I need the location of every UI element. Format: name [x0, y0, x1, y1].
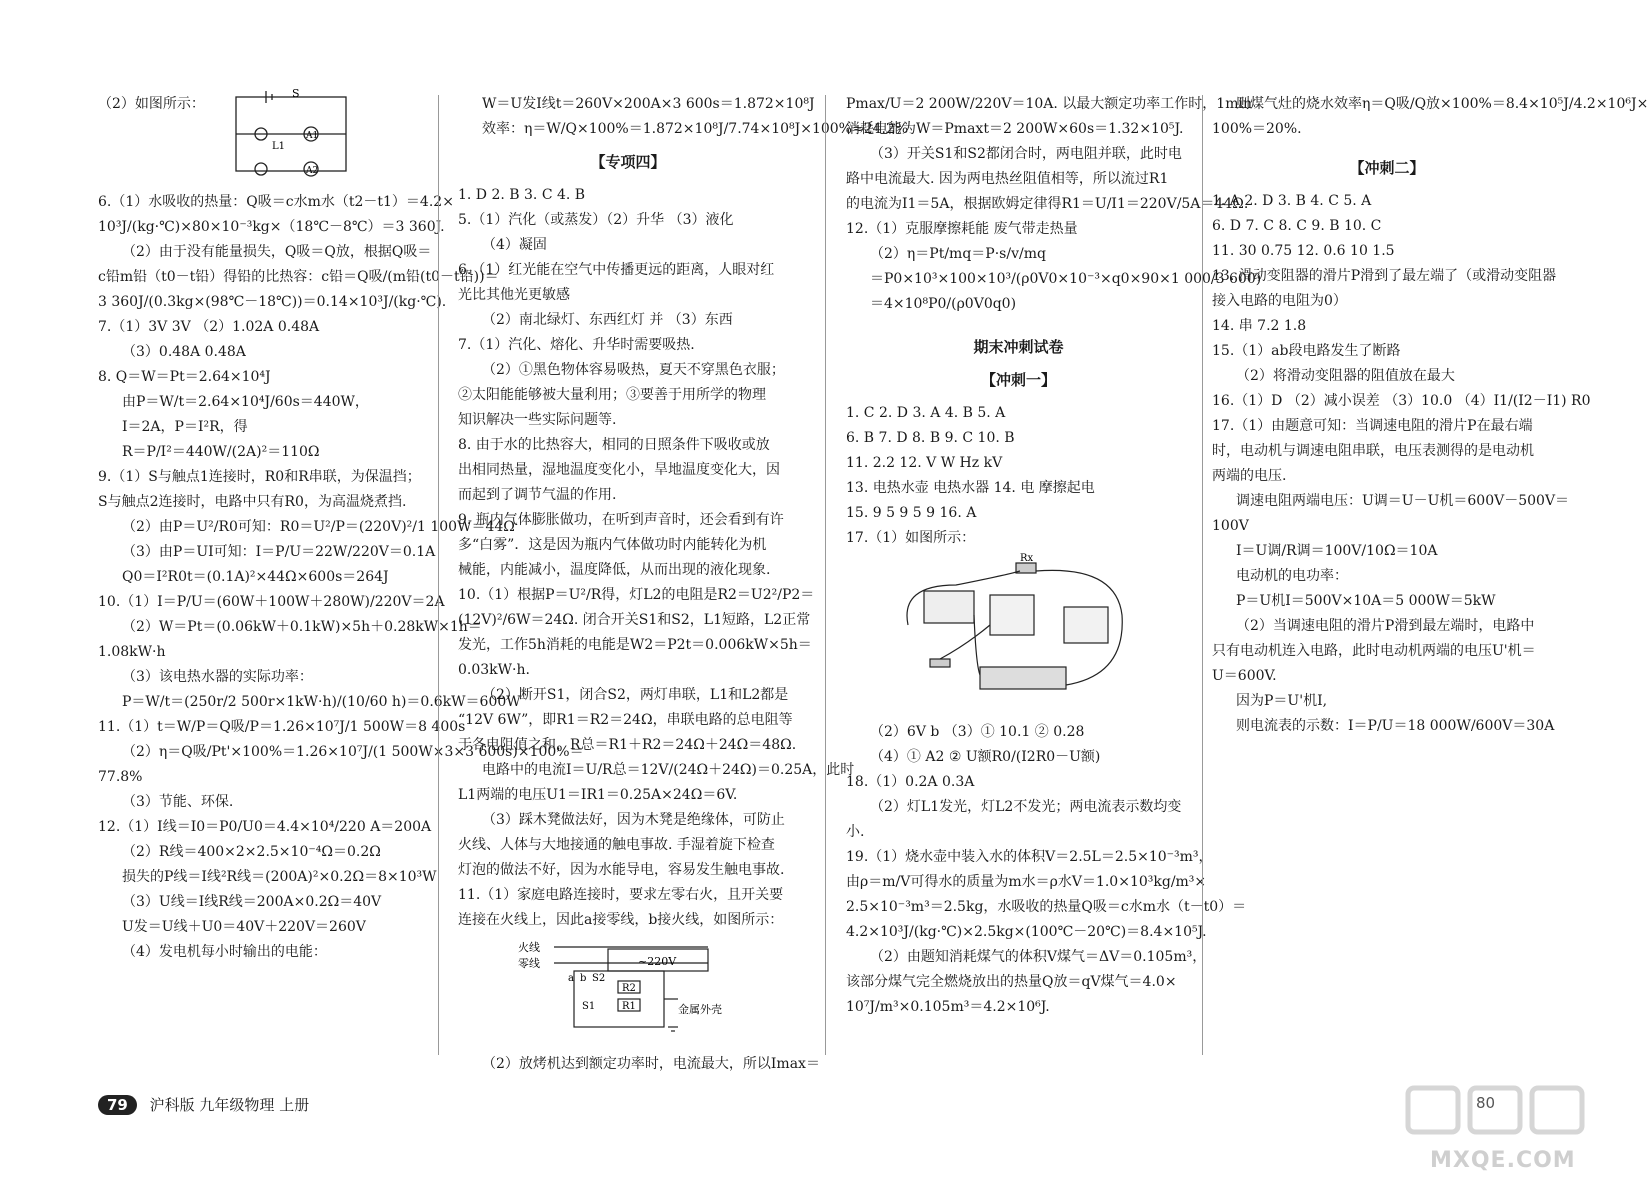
line: （4）凝固	[482, 237, 547, 253]
line: 15.（1）ab段电路发生了断路	[1212, 343, 1401, 359]
line: （3）开关S1和S2都闭合时，两电阻并联，此时电	[870, 146, 1182, 162]
line: （2）R线＝400×2×2.5×10⁻⁴Ω＝0.2Ω	[122, 844, 381, 860]
household-circuit-diagram	[518, 937, 748, 1037]
line: （2）①黑色物体容易吸热，夏天不穿黑色衣服；	[482, 362, 785, 378]
line: Q0＝I²R0t＝(0.1A)²×44Ω×600s＝264J	[122, 569, 389, 585]
line: 灯泡的做法不好，因为水能导电，容易发生触电事故.	[458, 862, 785, 878]
line: 该部分煤气完全燃烧放出的热量Q放＝qV煤气＝4.0×	[846, 974, 1177, 990]
line: 效率：η＝W/Q×100%＝1.872×10⁸J/7.74×10⁸J×100%≈24.2%	[482, 121, 909, 137]
line: （2）放烤机达到额定功率时，电流最大，所以Imax＝	[482, 1056, 820, 1072]
line: （2）η＝Pt/mq＝P·s/v/mq	[870, 246, 1046, 262]
line: （3）U线＝I线R线＝200A×0.2Ω＝40V	[122, 894, 382, 910]
watermark-text: MXQE.COM	[1430, 1148, 1576, 1173]
line: （2）W＝Pt＝(0.06kW＋0.1kW)×5h＋0.28kW×1h＝	[122, 619, 482, 635]
line: 只有电动机连入电路，此时电动机两端的电压U'机＝	[1212, 643, 1536, 659]
line: （2）当调速电阻的滑片P滑到最左端时，电路中	[1236, 618, 1535, 634]
line: “12V 6W”，即R1＝R2＝24Ω，串联电路的总电阻等	[458, 712, 793, 728]
line: 火线、人体与大地接通的触电事故. 手湿着旋下检查	[458, 837, 775, 853]
footer	[98, 1094, 309, 1115]
line: （2）南北绿灯、东西红灯 并 （3）东西	[482, 312, 733, 328]
line: 7.（1）3V 3V （2）1.02A 0.48A	[98, 319, 320, 335]
line: 4.2×10³J/(kg·℃)×2.5kg×(100℃－20℃)＝8.4×10⁵J.	[846, 924, 1207, 940]
line: 6.（1）水吸收的热量：Q吸＝c水m水（t2－t1）＝4.2×	[98, 194, 454, 210]
line: 6.（1）红光能在空气中传播更远的距离，人眼对红	[458, 262, 775, 278]
line: 2.5×10⁻³m³＝2.5kg，水吸收的热量Q吸＝c水m水（t－t0）＝	[846, 899, 1247, 915]
line: （3）踩木凳做法好，因为木凳是绝缘体，可防止	[482, 812, 785, 828]
line: 于各电阻值之和，R总＝R1＋R2＝24Ω＋24Ω＝48Ω.	[458, 737, 797, 753]
line: 小.	[846, 824, 865, 840]
switch-label: S	[292, 87, 300, 100]
line: （2）如图所示：	[98, 96, 205, 112]
line: 10.（1）根据P＝U²/R得，灯L2的电阻是R2＝U2²/P2＝	[458, 587, 815, 603]
line: 1.08kW·h	[98, 644, 166, 660]
line: 77.8%	[98, 769, 143, 785]
line: 15. 9 5 9 5 9 16. A	[846, 505, 977, 521]
line: 连接在火线上，因此a接零线，b接火线，如图所示：	[458, 912, 784, 928]
line: 调速电阻两端电压：U调＝U－U机＝600V－500V＝	[1236, 493, 1570, 509]
live-wire-label: 火线	[518, 941, 540, 954]
page-number-left: 79	[98, 1095, 137, 1115]
section-heading: 【冲刺二】	[1349, 159, 1425, 177]
line: 出相同热量，湿地温度变化小，旱地温度变化大，因	[458, 462, 780, 478]
line: I＝U调/R调＝100V/10Ω＝10A	[1236, 543, 1438, 559]
line: 19.（1）烧水壶中装入水的体积V＝2.5L＝2.5×10⁻³m³，	[846, 849, 1213, 865]
line: 17.（1）由题意可知：当调速电阻的滑片P在最右端	[1212, 418, 1533, 434]
line: I＝2A，P＝I²R，得	[122, 419, 248, 435]
line: （2）由P＝U²/R0可知：R0＝U²/P＝(220V)²/1 100W＝44Ω	[122, 519, 515, 535]
line: 13. 滑动变阻器的滑片P滑到了最左端了（或滑动变阻器	[1212, 268, 1557, 284]
line: 6. B 7. D 8. B 9. C 10. B	[846, 430, 1015, 446]
line: L1两端的电压U1＝IR1＝0.25A×24Ω＝6V.	[458, 787, 738, 803]
switch-s2-label: S2	[592, 973, 606, 984]
line: R＝P/I²＝440W/(2A)²＝110Ω	[122, 444, 320, 460]
line: 18.（1）0.2A 0.3A	[846, 774, 975, 790]
line: 10.（1）I＝P/U＝(60W＋100W＋280W)/220V＝2A	[98, 594, 445, 610]
line: 知识解决一些实际问题等.	[458, 412, 617, 428]
line: ＝4×10⁸P0/(ρ0V0q0)	[870, 296, 1017, 312]
line: （2）灯L1发光，灯L2不发光；两电流表示数均变	[870, 799, 1182, 815]
line: 多“白雾”．这是因为瓶内气体做功时内能转化为机	[458, 537, 767, 553]
line: （4）发电机每小时输出的电能：	[122, 944, 327, 960]
line: 13. 电热水壶 电热水器 14. 电 摩擦起电	[846, 480, 1095, 496]
line: 1. D 2. B 3. C 4. B	[458, 187, 586, 203]
line: 10³J/(kg·℃)×80×10⁻³kg×（18℃－8℃）＝3 360J.	[98, 219, 445, 235]
line: （2）由题知消耗煤气的体积V煤气＝ΔV＝0.105m³，	[870, 949, 1207, 965]
line: S与触点2连接时，电路中只有R0，为高温烧煮挡.	[98, 494, 407, 510]
line: 8. Q＝W＝Pt＝2.64×10⁴J	[98, 369, 271, 385]
line: 损失的P线＝I线²R线＝(200A)²×0.2Ω＝8×10³W	[122, 869, 437, 885]
line: 7.（1）汽化、熔化、升华时需要吸热.	[458, 337, 695, 353]
line: 100V	[1212, 518, 1249, 534]
book-title: 沪科版 九年级物理 上册	[149, 1096, 310, 1114]
line: 由ρ＝m/V可得水的质量为m水＝ρ水V＝1.0×10³kg/m³×	[846, 874, 1207, 890]
line: （3）由P＝UI可知：I＝P/U＝22W/220V＝0.1A	[122, 544, 436, 560]
line: 路中电流最大. 因为两电热丝阻值相等，所以流过R1	[846, 171, 1169, 187]
line: (12V)²/6W＝24Ω. 闭合开关S1和S2，L1短路，L2正常	[458, 612, 811, 628]
page-number-right: 80	[1476, 1094, 1496, 1112]
line: 5.（1）汽化（或蒸发）（2）升华 （3）液化	[458, 212, 734, 228]
parallel-circuit-diagram	[216, 89, 416, 175]
column-divider	[825, 95, 826, 1055]
line: U发＝U线＋U0＝40V＋220V＝260V	[122, 919, 366, 935]
line: 0.03kW·h.	[458, 662, 530, 678]
metal-shell-label: 金属外壳	[678, 1003, 722, 1016]
line: U＝600V.	[1212, 668, 1277, 684]
line: 16.（1）D （2）减小误差 （3）10.0 （4）I1/(I2－I1) R0	[1212, 393, 1591, 409]
line: （2）断开S1，闭合S2，两灯串联，L1和L2都是	[482, 687, 789, 703]
line: （2）将滑动变阻器的阻值放在最大	[1236, 368, 1455, 384]
line: 10⁷J/m³×0.105m³＝4.2×10⁶J.	[846, 999, 1050, 1015]
line: 消耗电能为W＝Pmaxt＝2 200W×60s＝1.32×10⁵J.	[846, 121, 1184, 137]
section-heading: 【专项四】	[590, 153, 666, 171]
line: 由P＝W/t＝2.64×10⁴J/60s＝440W，	[122, 394, 369, 410]
line: 因为P＝U'机I,	[1236, 693, 1328, 709]
section-heading: 期末冲刺试卷	[973, 338, 1064, 356]
line: 1. A 2. D 3. B 4. C 5. A	[1212, 193, 1372, 209]
line: 1. C 2. D 3. A 4. B 5. A	[846, 405, 1006, 421]
line: 9. 瓶内气体膨胀做功，在听到声音时，还会看到有许	[458, 512, 784, 528]
line: （3）该电热水器的实际功率：	[122, 669, 313, 685]
resistor-r1-label: R1	[622, 1001, 636, 1012]
ammeter2-label: A2	[306, 166, 319, 176]
line: 则电流表的示数：I＝P/U＝18 000W/600V＝30A	[1236, 718, 1555, 734]
line: 而起到了调节气温的作用.	[458, 487, 617, 503]
line: （3）0.48A 0.48A	[122, 344, 246, 360]
line: 3 360J/(0.3kg×(98℃－18℃))＝0.14×10³J/(kg·℃).	[98, 294, 447, 310]
line: 9.（1）S与触点1连接时，R0和R串联，为保温挡；	[98, 469, 421, 485]
ammeter1-label: A1	[306, 131, 319, 141]
line: 12.（1）I线＝I0＝P0/U0＝4.4×10⁴/220 A＝200A	[98, 819, 432, 835]
resistor-r2-label: R2	[622, 983, 636, 994]
line: 的电流为I1＝5A，根据欧姆定律得R1＝U/I1＝220V/5A＝44Ω.	[846, 196, 1249, 212]
line: 14. 串 7.2 1.8	[1212, 318, 1307, 334]
line: W＝U发I线t＝260V×200A×3 600s＝1.872×10⁸J	[482, 96, 815, 112]
line: （4）① A2 ② U额R0/(I2R0－U额)	[870, 749, 1101, 765]
line: 则煤气灶的烧水效率η＝Q吸/Q放×100%＝8.4×10⁵J/4.2×10⁶J×	[1236, 96, 1648, 112]
terminal-a-label: a	[568, 973, 574, 984]
line: 电路中的电流I＝U/R总＝12V/(24Ω＋24Ω)＝0.25A，此时	[482, 762, 855, 778]
experiment-apparatus-diagram	[896, 555, 1136, 705]
terminal-b-label: b	[580, 973, 587, 984]
line: 11.（1）t＝W/P＝Q吸/P＝1.26×10⁷J/1 500W＝8 400s	[98, 719, 466, 735]
line: ②太阳能能够被大量利用；③要善于用所学的物理	[458, 387, 766, 403]
line: 100%＝20%.	[1212, 121, 1302, 137]
line: 12.（1）克服摩擦耗能 废气带走热量	[846, 221, 1078, 237]
line: 械能，内能减小，温度降低，从而出现的液化现象.	[458, 562, 771, 578]
rx-label: Rx	[1020, 553, 1034, 564]
line: （2）η＝Q吸/Pt'×100%＝1.26×10⁷J/(1 500W×3×3 600s)×100%＝	[122, 744, 584, 760]
line: 两端的电压.	[1212, 468, 1287, 484]
neutral-wire-label: 零线	[518, 957, 540, 970]
line: 11.（1）家庭电路连接时，要求左零右火，且开关要	[458, 887, 784, 903]
line: 接入电路的电阻为0）	[1212, 293, 1347, 309]
switch-s1-label: S1	[582, 1001, 596, 1012]
line: （3）节能、环保.	[122, 794, 234, 810]
line: 时，电动机与调速电阻串联，电压表测得的是电动机	[1212, 443, 1534, 459]
line: 11. 2.2 12. V W Hz kV	[846, 455, 1003, 471]
section-heading: 【冲刺一】	[980, 371, 1056, 389]
line: 光比其他光更敏感	[458, 287, 570, 303]
line: 6. D 7. C 8. C 9. B 10. C	[1212, 218, 1382, 234]
line: c铅m铅（t0－t铅）得铅的比热容：c铅＝Q吸/(m铅(t0－t铅))＝	[98, 269, 499, 285]
line: 8. 由于水的比热容大，相同的日照条件下吸收或放	[458, 437, 770, 453]
line: （2）6V b （3）① 10.1 ② 0.28	[870, 724, 1085, 740]
line: ＝P0×10³×100×10³/(ρ0V0×10⁻³×q0×90×1 000/3 600)	[870, 271, 1262, 287]
line: P＝U机I＝500V×10A＝5 000W＝5kW	[1236, 593, 1496, 609]
line: Pmax/U＝2 200W/220V＝10A. 以最大额定功率工作时，1min	[846, 96, 1252, 112]
column-divider	[1202, 95, 1203, 1055]
line: 发光，工作5h消耗的电能是W2＝P2t＝0.006kW×5h＝	[458, 637, 812, 653]
column-divider	[438, 95, 439, 1055]
lamp1-label: L1	[272, 141, 286, 152]
voltage-label: ~220V	[638, 955, 677, 968]
column-4	[1212, 92, 1648, 739]
line: 11. 30 0.75 12. 0.6 10 1.5	[1212, 243, 1395, 259]
line: 电动机的电功率：	[1236, 568, 1348, 584]
line: P＝W/t＝(250r/2 500r×1kW·h)/(10/60 h)＝0.6kW＝600W	[122, 694, 521, 710]
line: 17.（1）如图所示：	[846, 530, 976, 546]
column-2	[458, 92, 909, 1077]
line: （2）由于没有能量损失，Q吸＝Q放，根据Q吸＝	[122, 244, 432, 260]
